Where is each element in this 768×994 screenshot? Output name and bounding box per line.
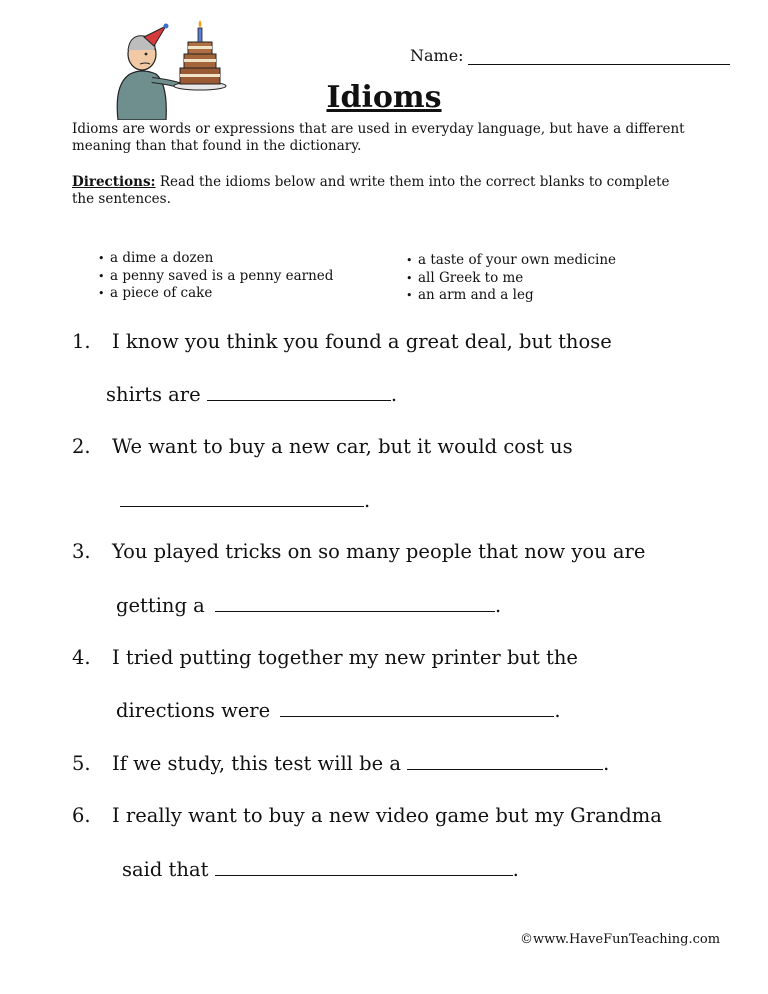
page-title: Idioms xyxy=(326,80,442,115)
question-text: We want to buy a new car, but it would cost us xyxy=(112,435,573,458)
directions-label: Directions: xyxy=(72,174,156,190)
word-bank-item: • a penny saved is a penny earned xyxy=(98,268,333,286)
question-text: . xyxy=(603,752,610,775)
question-3 xyxy=(72,540,645,564)
question-number: 5. xyxy=(72,752,91,775)
name-label: Name: xyxy=(410,46,464,65)
answer-blank[interactable] xyxy=(215,857,513,876)
question-text: . xyxy=(495,594,502,617)
word-bank-left xyxy=(98,250,333,303)
copyright-footer: ©www.HaveFunTeaching.com xyxy=(520,932,721,947)
answer-blank[interactable] xyxy=(407,751,603,770)
question-text: directions were xyxy=(116,699,277,722)
question-text: said that xyxy=(122,858,215,881)
question-1-answer-line xyxy=(106,382,397,407)
word-bank-item: • all Greek to me xyxy=(406,270,616,288)
question-number: 4. xyxy=(72,646,91,669)
question-text: getting a xyxy=(116,594,211,617)
question-text: I tried putting together my new printer but the xyxy=(112,646,578,669)
question-2 xyxy=(72,435,573,459)
word-bank-item: • an arm and a leg xyxy=(406,287,616,305)
question-text: shirts are xyxy=(106,383,207,406)
question-6 xyxy=(72,804,662,828)
question-text: I really want to buy a new video game but my Grandma xyxy=(112,804,662,827)
question-3-answer-line xyxy=(116,593,501,618)
intro-paragraph: Idioms are words or expressions that are used in everyday language, but have a different meaning than that found in the dictionary. xyxy=(72,121,685,154)
question-number: 3. xyxy=(72,540,91,563)
directions-text: Read the idioms below and write them into the correct blanks to complete the sentences. xyxy=(72,174,670,207)
question-number: 2. xyxy=(72,435,91,458)
question-text: . xyxy=(512,858,519,881)
question-text: . xyxy=(554,699,561,722)
answer-blank[interactable] xyxy=(215,593,495,612)
answer-blank[interactable] xyxy=(120,488,364,507)
answer-blank[interactable] xyxy=(207,382,391,401)
question-text: . xyxy=(390,383,398,406)
question-number: 1. xyxy=(72,330,91,353)
question-2-answer-line xyxy=(120,488,370,513)
word-bank-item: • a dime a dozen xyxy=(98,250,333,268)
directions-paragraph xyxy=(72,174,692,208)
name-blank[interactable] xyxy=(468,48,730,65)
question-text: . xyxy=(364,489,371,512)
question-text: I know you think you found a great deal, but those xyxy=(112,330,612,353)
question-6-answer-line xyxy=(122,857,519,882)
word-bank-item: • a piece of cake xyxy=(98,285,333,303)
question-5 xyxy=(72,751,609,776)
question-4 xyxy=(72,646,578,670)
question-number: 6. xyxy=(72,804,91,827)
name-field xyxy=(410,46,730,65)
question-text: You played tricks on so many people that now you are xyxy=(112,540,646,563)
question-text: If we study, this test will be a xyxy=(112,752,408,775)
question-1 xyxy=(72,330,612,354)
answer-blank[interactable] xyxy=(280,698,554,717)
question-4-answer-line xyxy=(116,698,561,723)
word-bank-right xyxy=(406,252,616,305)
word-bank-item: • a taste of your own medicine xyxy=(406,252,616,270)
